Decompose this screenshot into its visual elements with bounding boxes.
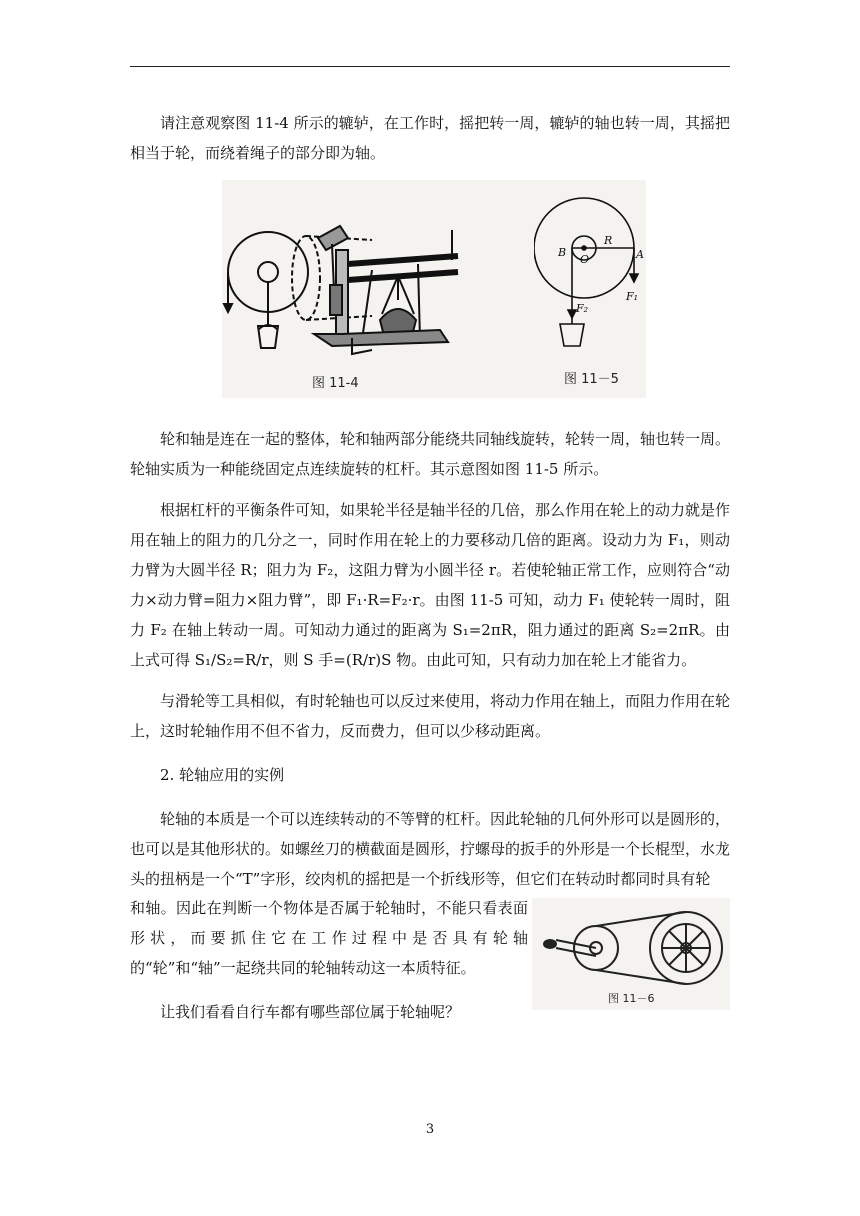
section-heading-examples: 2. 轮轴应用的实例 xyxy=(160,766,285,784)
paragraph-lever-balance: 根据杠杆的平衡条件可知，如果轮半径是轴半径的几倍，那么作用在轮上的动力就是作用在轴上的阻力的几分之一，同时作用在轮上的力要移动几倍的距离。设动力为 F₁，则动力臂为大圆半径 R；阻力为 F₂，这阻力臂为小圆半径 r。若使轮轴正常工作，应则符合“动力×动力臂=阻力×阻力臂”，即 F₁·R=F₂·r。由图 11-5 可知，动力 F₁ 使轮转一周时，阻力 F₂ 在轴上转动一周。可知动力通过的距离为 S₁=2πR，阻力通过的距离 S₂=2πR。由上式可得 S₁/S₂=R/r，则 S 手=(R/r)S 物。由此可知，只有动力加在轮上才能省力。 xyxy=(130,501,731,669)
label-f2: F₂ xyxy=(576,302,589,315)
paragraph-windlass: 请注意观察图 11-4 所示的辘轳，在工作时，摇把转一周，辘轳的轴也转一周，其摇把相当于轮，而绕着绳子的部分即为轴。 xyxy=(130,114,730,162)
page-number: 3 xyxy=(425,1122,435,1137)
paragraph-wheel-axle: 轮和轴是连在一起的整体，轮和轴两部分能绕共同轴线旋转，轮转一周，轴也转一周。轮轴实质为一种能绕固定点连续旋转的杠杆。其示意图如图 11-5 所示。 xyxy=(130,430,731,478)
figure-belt-pulley xyxy=(532,898,730,1010)
label-b: B xyxy=(558,246,567,259)
label-f1: F₁ xyxy=(626,290,639,303)
paragraph-reverse-use: 与滑轮等工具相似，有时轮轴也可以反过来使用，将动力作用在轴上，而阻力作用在轮上，这时轮轴作用不但不省力，反而费力，但可以少移动距离。 xyxy=(130,692,731,740)
figure-wheel-axle-schematic xyxy=(534,188,646,398)
paragraph-bicycle-question: 让我们看看自行车都有哪些部位属于轮轴呢？ xyxy=(160,1003,461,1021)
figure-11-5-caption: 图 11－5 xyxy=(564,372,619,387)
label-r: R xyxy=(604,234,613,247)
label-a: A xyxy=(636,248,644,261)
figure-11-4-caption: 图 11-4 xyxy=(312,376,359,391)
wheel-axle-diagram xyxy=(534,188,646,398)
figure-11-6-caption: 图 11－6 xyxy=(608,992,655,1005)
header-rule xyxy=(130,66,730,67)
paragraph-essence: 轮轴的本质是一个可以连续转动的不等臂的杠杆。因此轮轴的几何外形可以是圆形的，也可以是其他形状的。如螺丝刀的横截面是圆形，拧螺母的扳手的外形是一个长棍型，水龙头的扭柄是一个“T”字形，绞肉机的摇把是一个折线形等，但它们在转动时都同时具有轮 xyxy=(130,810,731,888)
paragraph-essence-continued: 和轴。因此在判断一个物体是否属于轮轴时，不能只看表面形状，而要抓住它在工作过程中是否具有轮轴的“轮”和“轴”一起绕共同的轮轴转动这一本质特征。 xyxy=(130,899,528,977)
label-o: O xyxy=(580,253,590,266)
